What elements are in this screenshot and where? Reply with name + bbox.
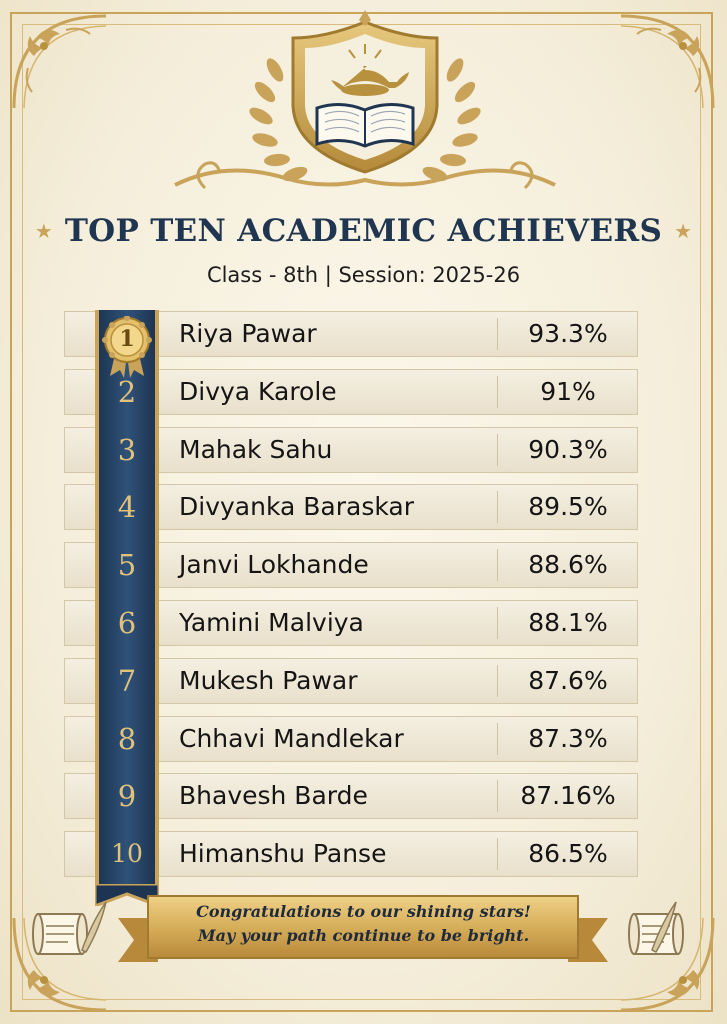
- achiever-score: 89.5%: [528, 492, 608, 521]
- title-row: [0, 205, 727, 257]
- rank-number: 9: [117, 779, 137, 813]
- achiever-name: Himanshu Panse: [179, 839, 387, 868]
- row-divider: [497, 376, 498, 408]
- achiever-name: Mukesh Pawar: [179, 666, 358, 695]
- achiever-score: 90.3%: [528, 435, 608, 464]
- rank-number: 8: [117, 722, 137, 756]
- row-divider: [497, 318, 498, 350]
- achiever-score: 86.5%: [528, 839, 608, 868]
- achiever-name: Mahak Sahu: [179, 435, 333, 464]
- achiever-score: 87.16%: [520, 781, 616, 810]
- achiever-name: Chhavi Mandlekar: [179, 724, 404, 753]
- lamp-book-shield-icon: [165, 10, 565, 200]
- achiever-name: Divyanka Baraskar: [179, 492, 414, 521]
- rank-number: 7: [117, 664, 137, 698]
- achiever-score: 88.6%: [528, 550, 608, 579]
- rank-number: 3: [117, 433, 137, 467]
- achiever-name: Janvi Lokhande: [179, 550, 369, 579]
- rank-number: 2: [117, 375, 137, 409]
- row-divider: [497, 665, 498, 697]
- corner-ornament-icon: [6, 8, 116, 118]
- row-divider: [497, 549, 498, 581]
- achiever-score: 93.3%: [528, 319, 608, 348]
- row-divider: [497, 838, 498, 870]
- achiever-name: Bhavesh Barde: [179, 781, 368, 810]
- row-divider: [497, 607, 498, 639]
- star-icon: ★: [674, 219, 693, 243]
- rank-number: 1: [119, 326, 135, 352]
- row-divider: [497, 434, 498, 466]
- achiever-score: 87.3%: [528, 724, 608, 753]
- rank-number: 6: [117, 606, 137, 640]
- rank-number: 4: [117, 490, 137, 524]
- row-divider: [497, 780, 498, 812]
- class-session-subtitle: Class - 8th | Session: 2025-26: [206, 263, 521, 287]
- scroll-quill-icon: [612, 892, 692, 972]
- scroll-quill-icon: [30, 892, 110, 972]
- message-line-2: May your path continue to be bright.: [197, 926, 530, 945]
- page-title: TOP TEN ACADEMIC ACHIEVERS: [64, 213, 663, 249]
- row-divider: [497, 491, 498, 523]
- rank-number: 10: [111, 839, 143, 868]
- congratulations-message: [150, 900, 577, 948]
- achiever-name: Riya Pawar: [179, 319, 317, 348]
- star-icon: ★: [34, 219, 53, 243]
- corner-ornament-icon: [611, 8, 721, 118]
- rank-number: 5: [117, 548, 137, 582]
- row-divider: [497, 723, 498, 755]
- achiever-score: 91%: [540, 377, 596, 406]
- achiever-score: 87.6%: [528, 666, 608, 695]
- message-line-1: Congratulations to our shining stars!: [196, 902, 531, 921]
- achiever-name: Divya Karole: [179, 377, 337, 406]
- achiever-name: Yamini Malviya: [179, 608, 364, 637]
- achiever-score: 88.1%: [528, 608, 608, 637]
